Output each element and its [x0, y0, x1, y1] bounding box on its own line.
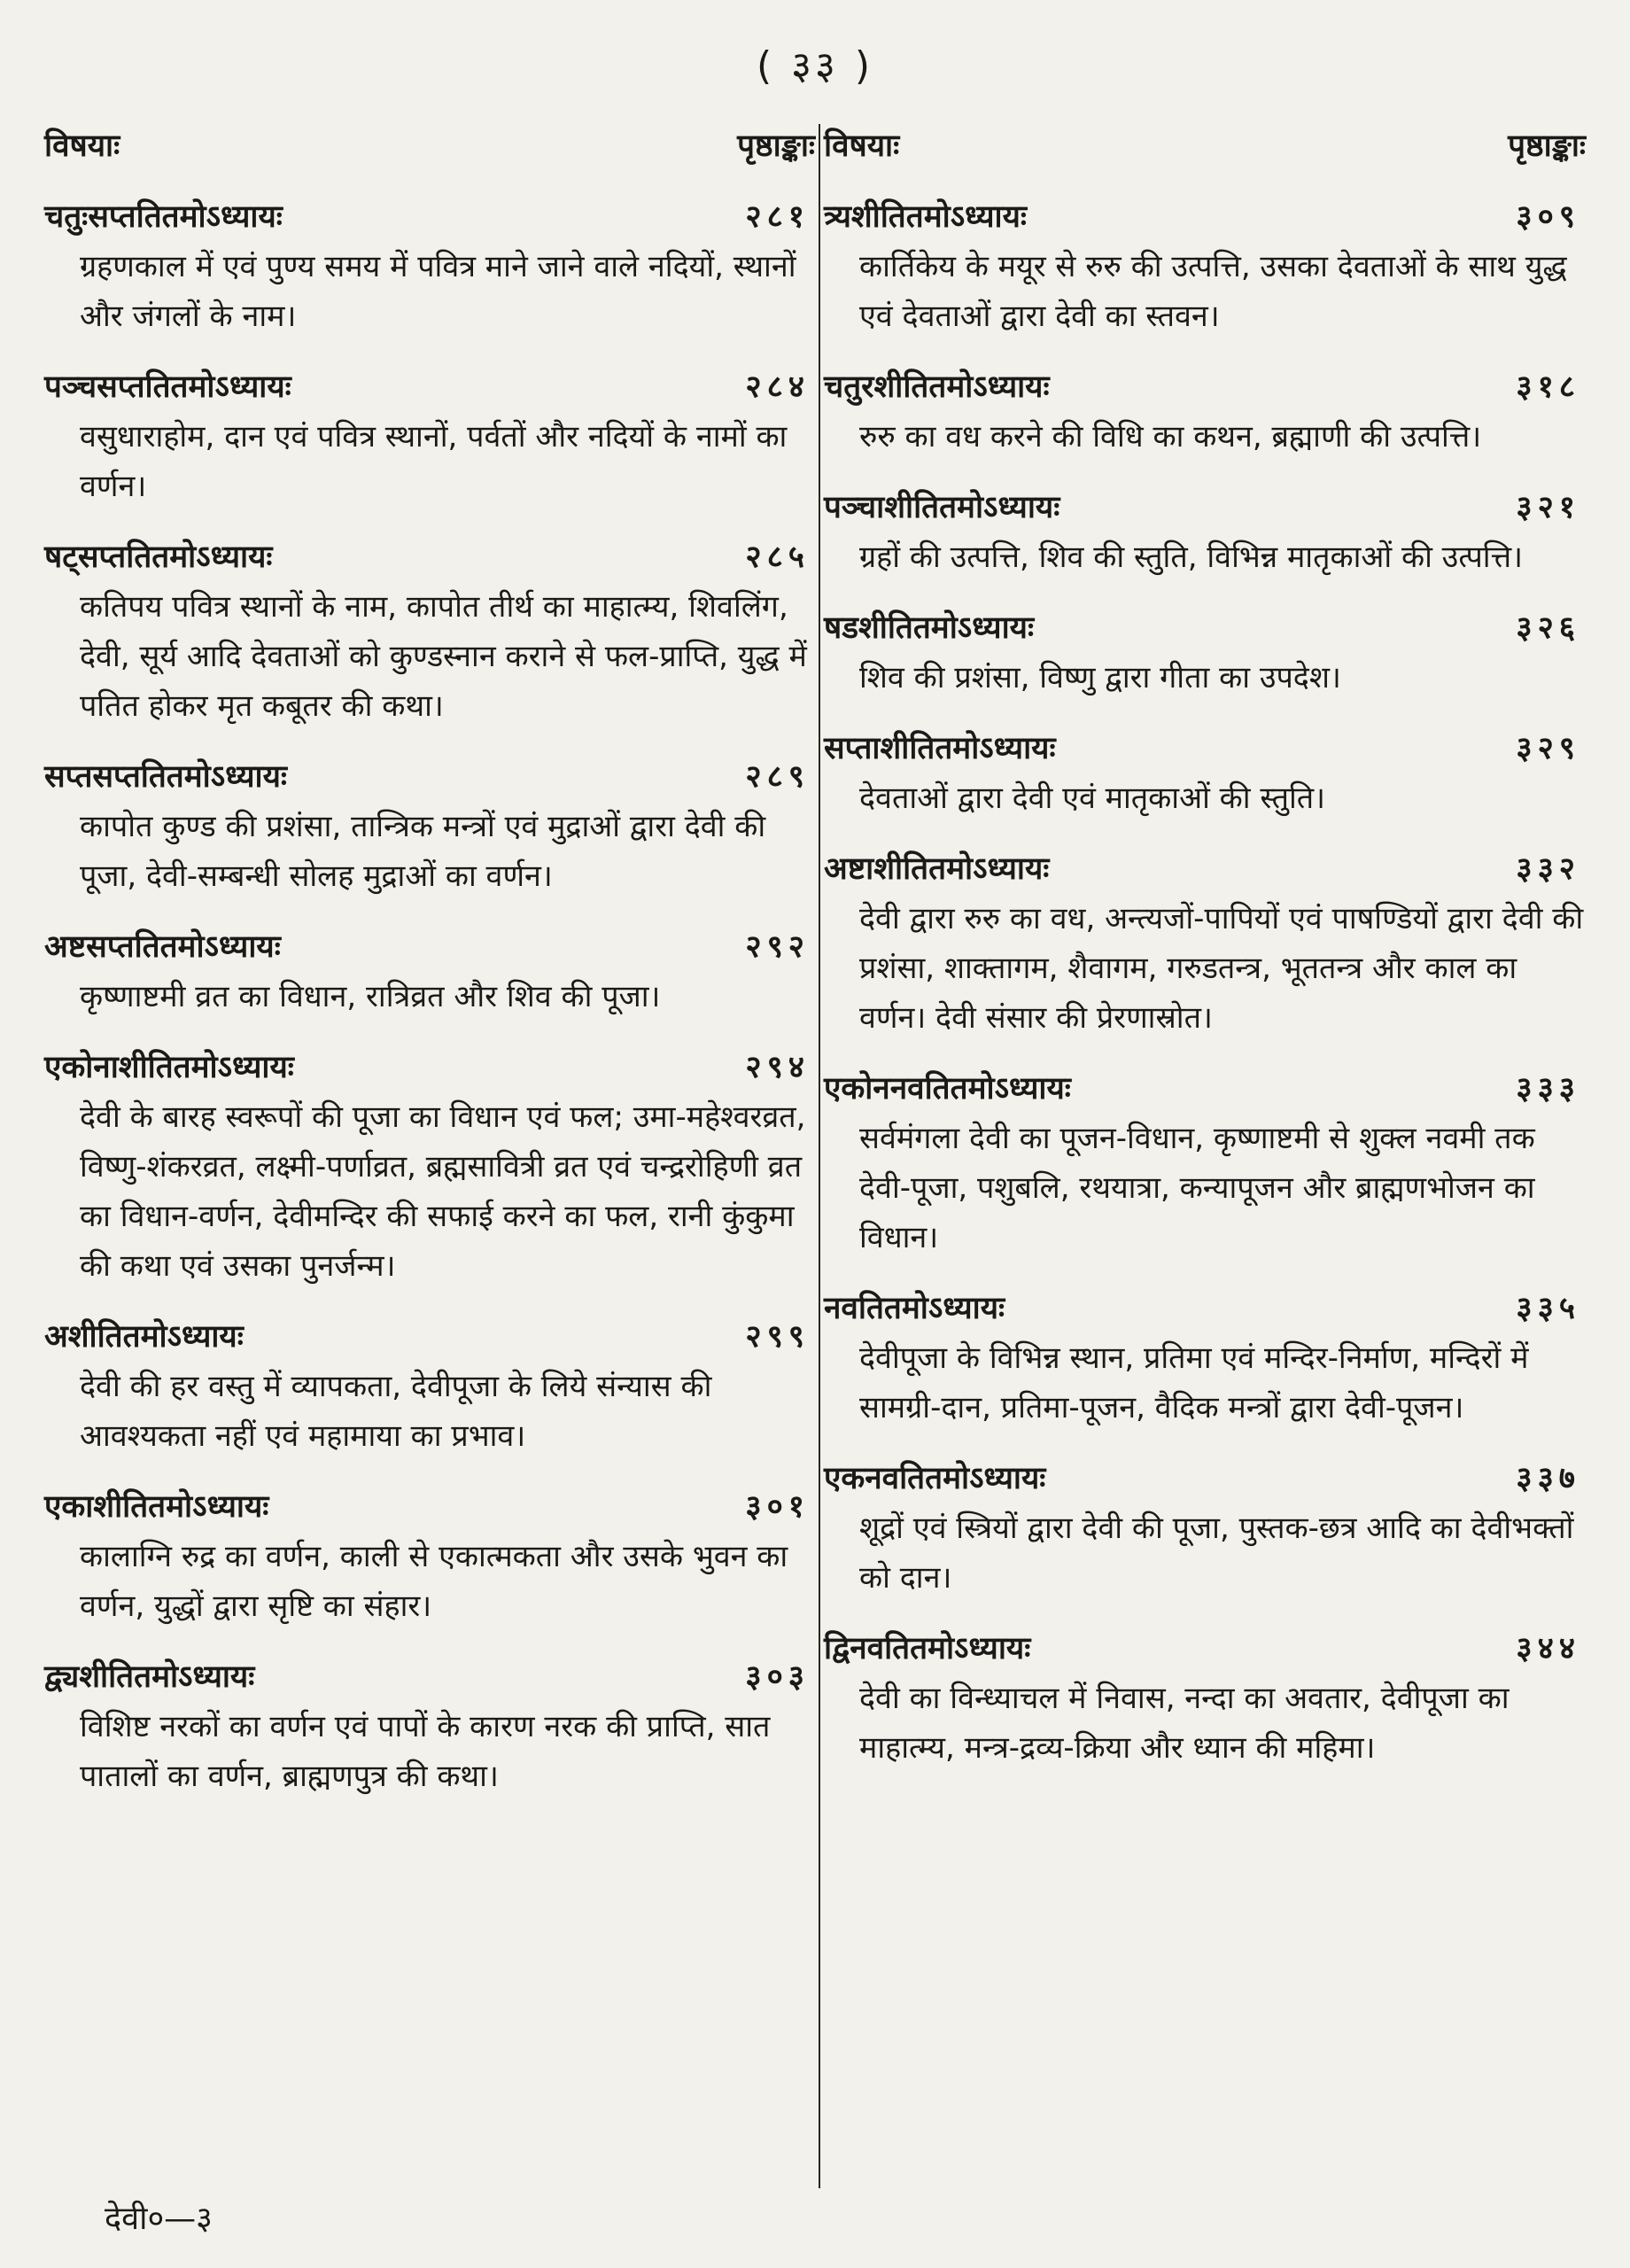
toc-entry — [44, 192, 815, 341]
chapter-description: विशिष्ट नरकों का वर्णन एवं पापों के कारण नरक की प्राप्ति, सात पातालों का वर्णन, ब्राह्मणपुत्र की कथा। — [80, 1709, 771, 1794]
chapter-description: कतिपय पवित्र स्थानों के नाम, कापोत तीर्थ का माहात्म्य, शिवलिंग, देवी, सूर्य आदि देवताओं को कुण्डस्नान कराने से फल-प्राप्ति, युद्ध में पतित होकर मृत कबूतर की कथा। — [80, 589, 807, 724]
toc-entry — [44, 532, 815, 731]
entry-heading — [44, 1482, 815, 1532]
entry-heading — [44, 1312, 815, 1362]
chapter-title: एकाशीतितमोऽध्यायः — [44, 1489, 269, 1525]
chapter-page-number: २८५ — [745, 540, 810, 575]
chapter-description: कापोत कुण्ड की प्रशंसा, तान्त्रिक मन्त्रों एवं मुद्राओं द्वारा देवी की पूजा, देवी-सम्बन्धी सोलह मुद्राओं का वर्णन। — [80, 809, 766, 894]
entry-heading — [44, 752, 815, 802]
entry-heading — [44, 922, 815, 972]
chapter-title: पञ्चाशीतितमोऽध्यायः — [824, 490, 1060, 525]
toc-entry — [824, 192, 1586, 341]
chapter-description: रुरु का वध करने की विधि का कथन, ब्रह्माणी की उत्पत्ति। — [859, 419, 1482, 454]
chapter-description: ग्रहणकाल में एवं पुण्य समय में पवित्र माने जाने वाले नदियों, स्थानों और जंगलों के नाम। — [80, 249, 796, 334]
chapter-title: एकनवतितमोऽध्यायः — [824, 1461, 1046, 1496]
chapter-page-number: २९९ — [745, 1319, 810, 1355]
page-number: ( ३३ ) — [756, 43, 874, 89]
toc-entry — [824, 483, 1586, 582]
entry-heading — [824, 603, 1586, 653]
entry-heading — [44, 1652, 815, 1702]
chapter-page-number: ३१८ — [1516, 369, 1580, 405]
entry-list — [824, 192, 1586, 1773]
entry-heading — [824, 1064, 1586, 1114]
chapter-title: सप्तसप्ततितमोऽध्यायः — [44, 759, 287, 795]
chapter-title: पञ्चसप्ततितमोऽध्यायः — [44, 369, 291, 405]
toc-entry — [824, 1454, 1586, 1603]
subject-heading: विषयाः — [44, 128, 120, 164]
chapter-title: षट्सप्ततितमोऽध्यायः — [44, 540, 273, 575]
toc-entry — [44, 1312, 815, 1461]
chapter-title: अष्टसप्ततितमोऽध्यायः — [44, 929, 281, 965]
chapter-title: षडशीतितमोऽध्यायः — [824, 610, 1035, 646]
column-header — [824, 124, 1586, 166]
toc-entry — [44, 1652, 815, 1801]
chapter-description: देवी के बारह स्वरूपों की पूजा का विधान एवं फल; उमा-महेश्वरव्रत, विष्णु-शंकरव्रत, लक्ष्मी-पर्णाव्रत, ब्रह्मसावित्री व्रत एवं चन्द्ररोहिणी व्रत का विधान-वर्णन, देवीमन्दिर की सफाई करने का फल, रानी कुंकुमा की कथा एवं उसका पुनर्जन्म। — [80, 1099, 806, 1284]
entry-heading — [824, 724, 1586, 773]
subject-heading: विषयाः — [824, 128, 900, 164]
chapter-description: कालाग्नि रुद्र का वर्णन, काली से एकात्मकता और उसके भुवन का वर्णन, युद्धों द्वारा सृष्टि का संहार। — [80, 1539, 788, 1624]
chapter-page-number: ३२६ — [1516, 610, 1580, 646]
chapter-title: एकोननवतितमोऽध्यायः — [824, 1071, 1071, 1107]
chapter-title: एकोनाशीतितमोऽध्यायः — [44, 1050, 294, 1085]
toc-entry — [44, 1482, 815, 1631]
entry-heading — [824, 483, 1586, 532]
chapter-page-number: ३०९ — [1516, 199, 1580, 235]
toc-entry — [824, 724, 1586, 823]
chapter-description: देवी द्वारा रुरु का वध, अन्त्यजों-पापियों एवं पाषण्डियों द्वारा देवी की प्रशंसा, शाक्तागम, शैवागम, गरुडतन्त्र, भूततन्त्र और काल का वर्णन। देवी संसार की प्रेरणास्रोत। — [859, 901, 1584, 1036]
chapter-page-number: ३३५ — [1516, 1291, 1580, 1326]
toc-entry — [824, 1064, 1586, 1262]
chapter-title: अष्टाशीतितमोऽध्यायः — [824, 851, 1050, 887]
chapter-description: देवताओं द्वारा देवी एवं मातृकाओं की स्तुति। — [859, 781, 1326, 816]
toc-entry — [44, 1043, 815, 1291]
chapter-description: शूद्रों एवं स्त्रियों द्वारा देवी की पूजा, पुस्तक-छत्र आदि का देवीभक्तों को दान। — [859, 1511, 1574, 1596]
chapter-title: चतुःसप्ततितमोऽध्यायः — [44, 199, 283, 235]
entry-heading — [44, 362, 815, 412]
chapter-title: नवतितमोऽध्यायः — [824, 1291, 1005, 1326]
signature-mark: देवी०—३ — [105, 2201, 213, 2237]
entry-heading — [824, 844, 1586, 894]
chapter-description: ग्रहों की उत्पत्ति, शिव की स्तुति, विभिन्न मातृकाओं की उत्पत्ति। — [859, 540, 1523, 575]
page-heading: पृष्ठाङ्काः — [737, 128, 815, 164]
chapter-title: द्विनवतितमोऽध्यायः — [824, 1631, 1031, 1666]
chapter-description: शिव की प्रशंसा, विष्णु द्वारा गीता का उपदेश। — [859, 660, 1341, 695]
left-column — [44, 124, 815, 1822]
toc-entry — [44, 362, 815, 511]
chapter-description: देवी की हर वस्तु में व्यापकता, देवीपूजा के लिये संन्यास की आवश्यकता नहीं एवं महामाया का प्रभाव। — [80, 1369, 712, 1454]
chapter-page-number: ३०१ — [745, 1489, 810, 1525]
toc-entry — [44, 752, 815, 901]
entry-list — [44, 192, 815, 1801]
toc-entry — [824, 844, 1586, 1043]
entry-heading — [44, 532, 815, 582]
chapter-title: सप्ताशीतितमोऽध्यायः — [824, 731, 1056, 766]
chapter-page-number: ३३२ — [1516, 851, 1580, 887]
toc-entry — [824, 362, 1586, 462]
chapter-title: चतुरशीतितमोऽध्यायः — [824, 369, 1050, 405]
chapter-description: कृष्णाष्टमी व्रत का विधान, रात्रिव्रत और शिव की पूजा। — [80, 979, 661, 1014]
entry-heading — [824, 1454, 1586, 1503]
toc-entry — [44, 922, 815, 1021]
entry-heading — [44, 1043, 815, 1092]
chapter-page-number: २९२ — [745, 929, 810, 965]
column-header — [44, 124, 815, 166]
chapter-title: द्व्यशीतितमोऽध्यायः — [44, 1659, 255, 1695]
column-divider — [819, 124, 820, 2188]
toc-entry — [824, 1624, 1586, 1773]
page-heading: पृष्ठाङ्काः — [1508, 128, 1586, 164]
entry-heading — [824, 1624, 1586, 1674]
chapter-page-number: ३३७ — [1516, 1461, 1580, 1496]
entry-heading — [44, 192, 815, 242]
chapter-page-number: ३३३ — [1516, 1071, 1580, 1107]
chapter-description: सर्वमंगला देवी का पूजन-विधान, कृष्णाष्टमी से शुक्ल नवमी तक देवी-पूजा, पशुबलि, रथयात्रा, कन्यापूजन और ब्राह्मणभोजन का विधान। — [859, 1121, 1535, 1255]
chapter-page-number: ३२१ — [1516, 490, 1580, 525]
chapter-page-number: २८४ — [745, 369, 810, 405]
chapter-title: त्र्यशीतितमोऽध्यायः — [824, 199, 1027, 235]
toc-entry — [824, 603, 1586, 703]
chapter-title: अशीतितमोऽध्यायः — [44, 1319, 244, 1355]
chapter-description: देवीपूजा के विभिन्न स्थान, प्रतिमा एवं मन्दिर-निर्माण, मन्दिरों में सामग्री-दान, प्रतिमा-पूजन, वैदिक मन्त्रों द्वारा देवी-पूजन। — [859, 1340, 1529, 1425]
toc-entry — [824, 1284, 1586, 1433]
entry-heading — [824, 192, 1586, 242]
entry-heading — [824, 362, 1586, 412]
chapter-description: देवी का विन्ध्याचल में निवास, नन्दा का अवतार, देवीपूजा का माहात्म्य, मन्त्र-द्रव्य-क्रिया और ध्यान की महिमा। — [859, 1681, 1510, 1766]
right-column — [824, 124, 1586, 1794]
chapter-page-number: ३०३ — [745, 1659, 810, 1695]
chapter-page-number: २८१ — [745, 199, 810, 235]
chapter-description: कार्तिकेय के मयूर से रुरु की उत्पत्ति, उसका देवताओं के साथ युद्ध एवं देवताओं द्वारा देवी का स्तवन। — [859, 249, 1567, 334]
chapter-page-number: ३२९ — [1516, 731, 1580, 766]
chapter-page-number: २८९ — [745, 759, 810, 795]
chapter-page-number: ३४४ — [1516, 1631, 1580, 1666]
entry-heading — [824, 1284, 1586, 1333]
chapter-description: वसुधाराहोम, दान एवं पवित्र स्थानों, पर्वतों और नदियों के नामों का वर्णन। — [80, 419, 788, 504]
chapter-page-number: २९४ — [745, 1050, 810, 1085]
